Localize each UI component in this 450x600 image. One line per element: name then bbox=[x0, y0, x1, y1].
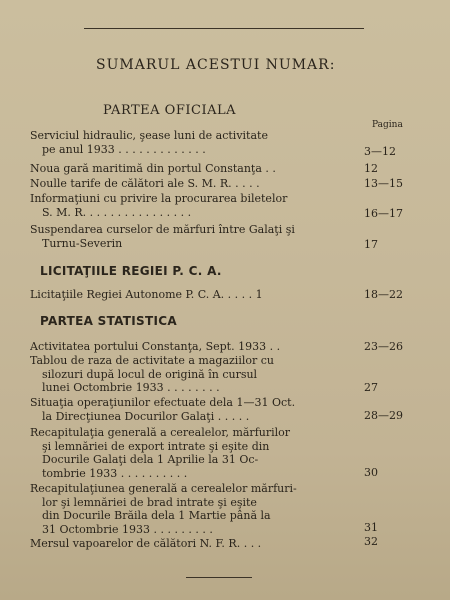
toc-page-number: 17 bbox=[364, 238, 378, 251]
toc-entry bbox=[30, 396, 348, 423]
toc-entry-text: la Direcţiunea Docurilor Galaţi . . . . . bbox=[42, 409, 250, 423]
toc-page-number: 13—15 bbox=[364, 177, 403, 190]
toc-page-number: 27 bbox=[364, 381, 378, 394]
toc-entry-text: din Docurile Brăila dela 1 Martie până la bbox=[42, 509, 271, 522]
toc-page-number: 3—12 bbox=[364, 145, 396, 158]
toc-entry-text: Recapitulaţiunea generală a cerealelor mărfuri- bbox=[30, 482, 297, 495]
toc-entry bbox=[30, 537, 348, 551]
section-heading-partea-oficiala: PARTEA OFICIALA bbox=[103, 103, 236, 118]
toc-page-number: 23—26 bbox=[364, 340, 403, 353]
toc-entry-text: pe anul 1933 . . . . . . . . . . . . . bbox=[42, 142, 206, 156]
toc-entry-text: Mersul vapoarelor de călători N. F. R. . . . bbox=[30, 537, 262, 550]
toc-entry-text: Informaţiuni cu privire la procurarea biletelor bbox=[30, 192, 288, 205]
toc-page-number: 31 bbox=[364, 521, 378, 534]
toc-entry bbox=[30, 177, 348, 191]
toc-entry bbox=[30, 354, 348, 395]
toc-page-number: 16—17 bbox=[364, 207, 403, 220]
toc-page-number: 28—29 bbox=[364, 409, 403, 422]
toc-entry-text: Noua gară maritimă din portul Constanţa . . bbox=[30, 162, 276, 175]
toc-entry bbox=[30, 340, 348, 354]
toc-entry bbox=[30, 288, 348, 302]
toc-entry-text: Licitaţiile Regiei Autonome P. C. A. . . . . 1 bbox=[30, 288, 263, 301]
bottom-rule bbox=[186, 577, 252, 578]
toc-entry-text: Docurile Galaţi dela 1 Aprilie la 31 Oc- bbox=[42, 453, 259, 466]
page-title: SUMARUL ACESTUI NUMAR: bbox=[96, 57, 336, 73]
toc-entry-text: Recapitulaţia generală a cerealelor, mărfurilor bbox=[30, 426, 291, 439]
top-rule bbox=[84, 28, 364, 29]
toc-entry bbox=[30, 129, 348, 156]
toc-entry-text: lunei Octombrie 1933 . . . . . . . . bbox=[42, 381, 220, 394]
toc-entry bbox=[30, 192, 348, 219]
toc-page-number: 12 bbox=[364, 162, 378, 175]
toc-entry-text: silozuri după locul de origină în cursul bbox=[42, 367, 258, 381]
section-heading-partea-statistica: PARTEA STATISTICA bbox=[40, 314, 177, 328]
toc-page-number: 32 bbox=[364, 535, 378, 548]
toc-page-number: 18—22 bbox=[364, 288, 403, 301]
section-heading-licitatii: LICITAŢIILE REGIEI P. C. A. bbox=[40, 264, 222, 278]
toc-entry bbox=[30, 482, 348, 536]
toc-entry-text: lor şi lemnăriei de brad intrate şi eşite bbox=[42, 495, 257, 509]
toc-entry-text: Suspendarea curselor de mărfuri între Galaţi şi bbox=[30, 223, 295, 236]
toc-entry-text: şi lemnăriei de export intrate şi eşite din bbox=[42, 439, 270, 453]
toc-entry-text: 31 Octombrie 1933 . . . . . . . . . bbox=[42, 522, 213, 536]
toc-entry bbox=[30, 223, 348, 250]
toc-entry-text: Noulle tarife de călători ale S. M. R. . . . . bbox=[30, 177, 260, 190]
toc-entry bbox=[30, 426, 348, 480]
page-column-label: Pagina bbox=[372, 120, 403, 130]
toc-entry-text: Tablou de raza de activitate a magaziilor cu bbox=[30, 354, 274, 367]
toc-page-number: 30 bbox=[364, 466, 378, 479]
toc-entry bbox=[30, 162, 348, 176]
toc-entry-text: Activitatea portului Constanţa, Sept. 1933 . . bbox=[30, 340, 281, 353]
toc-entry-text: S. M. R. . . . . . . . . . . . . . . . bbox=[42, 205, 192, 219]
toc-entry-text: Serviciul hidraulic, şease luni de activitate bbox=[30, 129, 268, 142]
toc-entry-text: Turnu-Severin bbox=[42, 236, 123, 250]
toc-entry-text: tombrie 1933 . . . . . . . . . . bbox=[42, 466, 188, 480]
toc-entry-text: Situaţia operaţiunilor efectuate dela 1—31 Oct. bbox=[30, 396, 296, 409]
